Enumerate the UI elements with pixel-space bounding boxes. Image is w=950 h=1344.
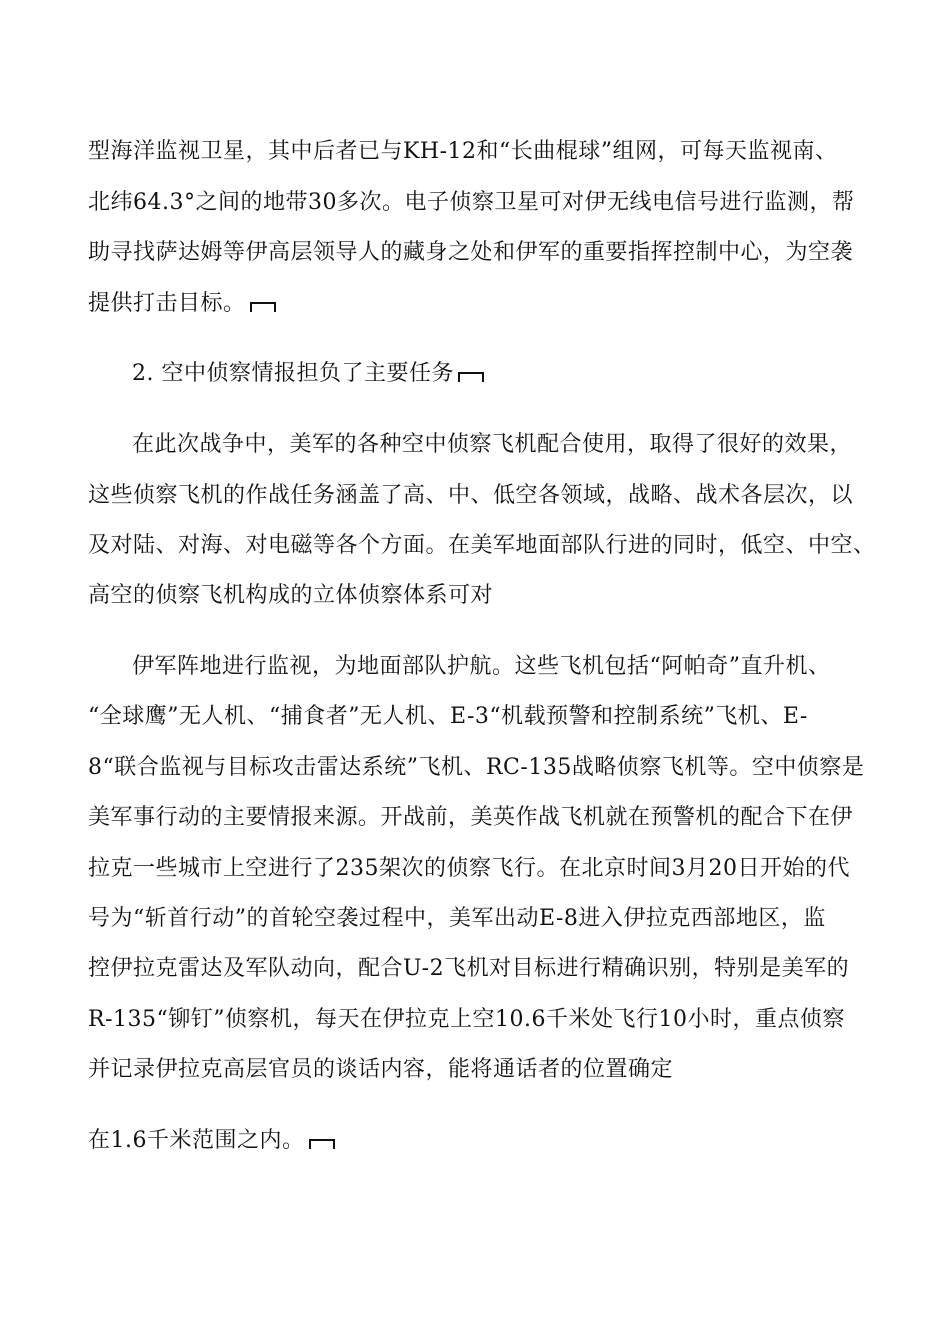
text-line: 号为“斩首行动”的首轮空袭过程中，美军出动E-8进入伊拉克西部地区，监 [88,906,826,931]
text-line: 拉克一些城市上空进行了235架次的侦察飞行。在北京时间3月20日开始的代 [88,856,850,881]
section-heading [132,361,907,387]
paragraph-mark-icon [309,1139,335,1149]
text-line: 高空的侦察飞机构成的立体侦察体系可对 [88,583,494,608]
paragraph-mark-icon [250,302,276,312]
text-line: 提供打击目标。 [88,291,246,316]
text-line: 在1.6千米范围之内。 [88,1128,305,1153]
text-line: 控伊拉克雷达及军队动向，配合U-2飞机对目标进行精确识别，特别是美军的 [88,956,850,981]
text-line: 在此次战争中，美军的各种空中侦察飞机配合使用，取得了很好的效果， [132,432,853,457]
text-line: “全球鹰”无人机、“捕食者”无人机、E-3“机载预警和控制系统”飞机、E- [88,704,808,729]
text-line: 型海洋监视卫星，其中后者已与KH-12和“长曲棍球”组网，可每天监视南、 [88,139,838,164]
text-line: 及对陆、对海、对电磁等各个方面。在美军地面部队行进的同时，低空、中空、 [88,533,876,558]
text-line: 并记录伊拉克高层官员的谈话内容，能将通话者的位置确定 [88,1057,674,1082]
text-line: 伊军阵地进行监视，为地面部队护航。这些飞机包括“阿帕奇”直升机、 [132,654,831,679]
heading-text: 2. 空中侦察情报担负了主要任务 [132,361,454,386]
text-line: R-135“铆钉”侦察机，每天在伊拉克上空10.6千米处飞行10小时，重点侦察 [88,1007,845,1032]
text-line-with-mark [88,1128,863,1154]
text-line: 8“联合监视与目标攻击雷达系统”飞机、RC-135战略侦察飞机等。空中侦察是 [88,755,865,780]
text-line: 助寻找萨达姆等伊高层领导人的藏身之处和伊军的重要指挥控制中心，为空袭 [88,240,854,265]
text-line: 这些侦察飞机的作战任务涵盖了高、中、低空各领域，战略、战术各层次，以 [88,483,854,508]
text-line: 北纬64.3°之间的地带30多次。电子侦察卫星可对伊无线电信号进行监测，帮 [88,190,855,215]
text-line-with-mark [88,291,863,317]
text-line: 美军事行动的主要情报来源。开战前，美英作战飞机就在预警机的配合下在伊 [88,805,854,830]
paragraph-mark-icon [458,372,484,382]
